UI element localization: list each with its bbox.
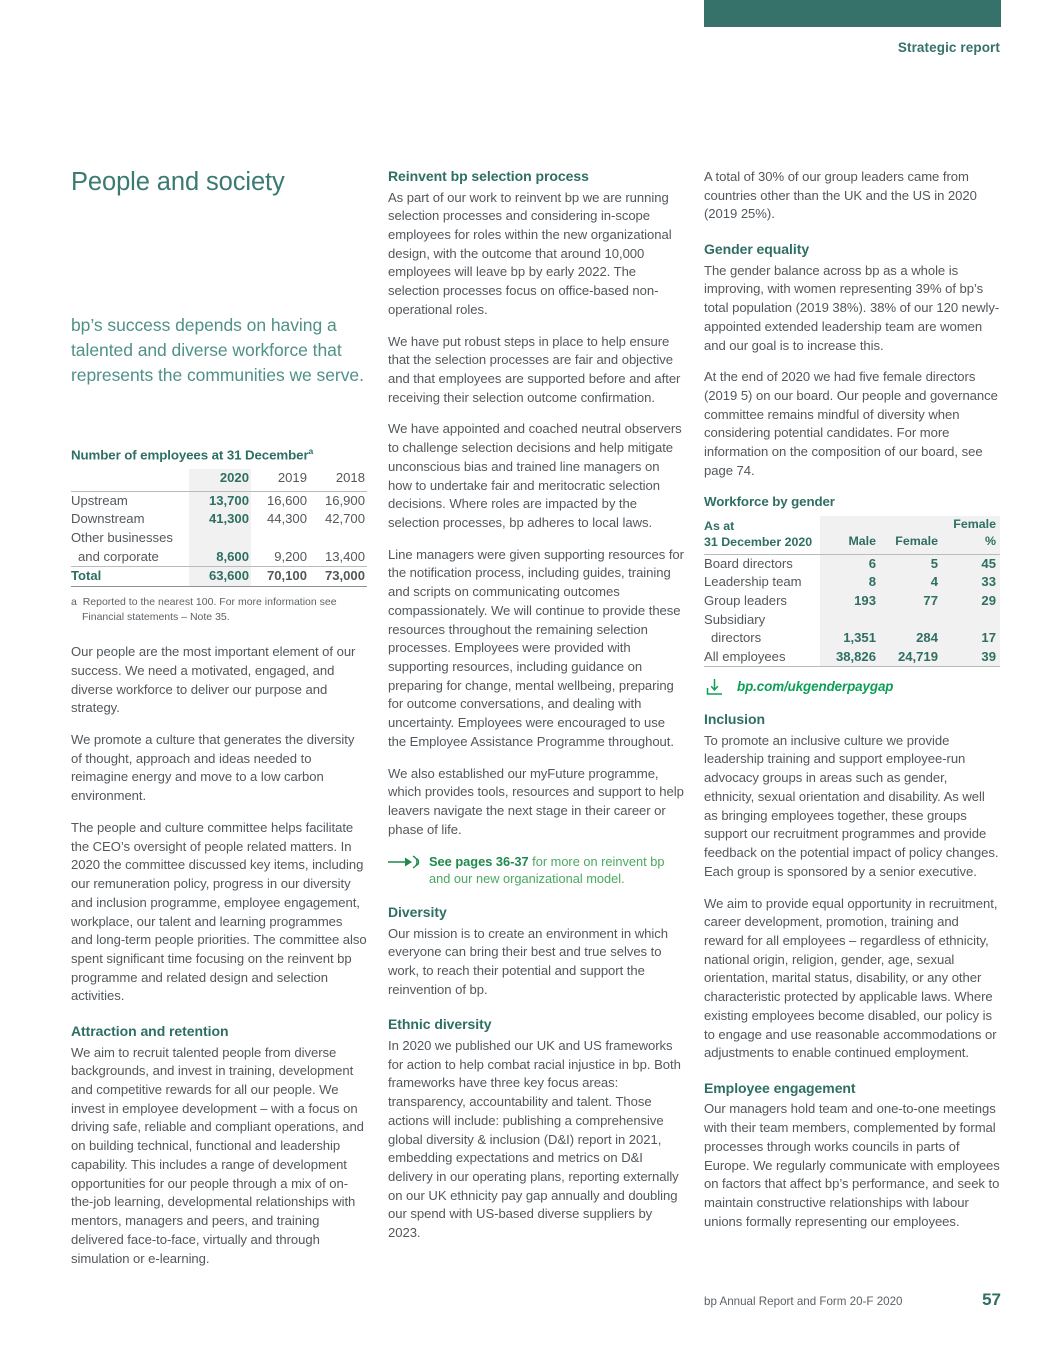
row-value-2020: 13,700 bbox=[189, 491, 251, 510]
gender-table bbox=[704, 516, 1000, 668]
employees-table-title bbox=[71, 446, 367, 462]
header-2018: 2018 bbox=[335, 470, 365, 486]
footnote-mark: a bbox=[71, 595, 77, 608]
diversity-body: Our mission is to create an environment in which everyone can bring their best and true selves to work, to reach their potential and support the reinvention of bp. bbox=[388, 925, 668, 997]
row-label: Group leaders bbox=[704, 592, 787, 608]
row-spacer-2018 bbox=[309, 529, 367, 548]
table-row bbox=[704, 611, 1000, 630]
row-spacer-female-pct bbox=[942, 611, 1000, 630]
ethnic-diversity-body: In 2020 we published our UK and US frameworks for action to help combat racial injustice in bp. Both frameworks have three key focus areas: transparency, accountability and talent. Those actions will include: publishing a comprehensive global diversity & inclusion (D&I) report in 2021, embedding expectations and metrics on D&I delivery in our operating plans, reporting externally on our UK ethnicity pay gap annually and doubling our spend with US-based diverse suppliers by 2023. bbox=[388, 1037, 681, 1241]
total-value-2019: 70,100 bbox=[251, 567, 309, 587]
reinvent-heading: Reinvent bp selection process bbox=[388, 168, 589, 184]
reinvent-paragraph-4: Line managers were given supporting resources for the notification process, including guides, training and scripts on communicating outcomes compassionately. We will continue to provide these resources throughout the remaining selection processes. Employees were provided with supporting resources, including guidance on preparing for change, mental wellbeing, preparing for outcome conversations, and dealing with uncertainty. Employees were encouraged to use the Employee Assistance Programme throughout. bbox=[388, 546, 684, 749]
gender-equality-paragraph-1: The gender balance across bp as a whole is improving, with women representing 39% of bp’s total population (2019 38%). 38% of our 120 newly-appointed extended leadership team are women and our goal is to increase this. bbox=[704, 262, 1000, 353]
header-female-pct-line1: Female bbox=[953, 516, 996, 531]
gender-table-block bbox=[704, 494, 1000, 668]
row-label-line1: Other businesses bbox=[71, 530, 173, 545]
download-icon bbox=[705, 678, 727, 698]
row-female: 24,719 bbox=[880, 648, 942, 667]
middle-column bbox=[388, 168, 684, 1243]
header-2020: 2020 bbox=[189, 469, 251, 491]
total-value-2018: 73,000 bbox=[309, 567, 367, 587]
cross-reference-rest-text: for more on reinvent bp and our new organizational model. bbox=[429, 853, 665, 886]
row-label: All employees bbox=[704, 648, 820, 667]
row-spacer-female bbox=[880, 611, 942, 630]
cross-reference-link[interactable] bbox=[388, 853, 684, 888]
row-value-2020: 41,300 bbox=[189, 510, 251, 529]
table-row bbox=[704, 629, 1000, 648]
row-label: Downstream bbox=[71, 511, 145, 527]
ethnic-diversity-heading: Ethnic diversity bbox=[388, 1016, 492, 1033]
total-label: Total bbox=[71, 567, 189, 587]
employees-table-title-text: Number of employees at 31 December bbox=[71, 447, 309, 463]
employee-engagement-heading: Employee engagement bbox=[704, 1079, 856, 1096]
inclusion-paragraph-2: We aim to provide equal opportunity in recruitment, career development, promotion, training and reward for all employees – regardless of ethnicity, national origin, religion, gender, age, sexual orientation, marital status, disability, or any other characteristic protected by applicable laws. Where existing employees become disabled, our policy is to engage and use reasonable accommodations or adjustments to enable continued employment. bbox=[704, 895, 998, 1061]
header-as-at bbox=[704, 516, 820, 555]
header-male: Male bbox=[820, 516, 880, 555]
attraction-body: We aim to recruit talented people from diverse backgrounds, and invest in training, development and competitive rewards for all our people. We invest in employee development – with a focus on driving safe, reliable and compliant operations, and on building technical, functional and leadership capability. This includes a range of development opportunities for our people through a mix of on-the-job learning, developmental relationships with mentors, managers and peers, and training delivered face-to-face, virtually and through simulation or e-learning. bbox=[71, 1044, 364, 1266]
gender-equality-heading: Gender equality bbox=[704, 241, 810, 258]
row-value-2018: 16,900 bbox=[309, 491, 367, 510]
row-female: 77 bbox=[880, 592, 942, 611]
table-header-row bbox=[71, 469, 367, 491]
row-label: Leadership team bbox=[704, 574, 802, 590]
header-female-pct bbox=[942, 516, 1000, 555]
row-value-2019: 44,300 bbox=[266, 511, 307, 527]
row-male: 6 bbox=[820, 554, 880, 573]
standfirst-text: bp’s success depends on having a talented and diverse workforce that represents the communities we serve. bbox=[71, 315, 364, 385]
employees-table-footnote bbox=[71, 595, 367, 625]
header-blank bbox=[71, 469, 189, 491]
gender-pay-gap-link[interactable] bbox=[704, 679, 1000, 694]
page-number: 57 bbox=[982, 1290, 1001, 1309]
arrow-right-icon bbox=[388, 854, 424, 870]
table-row bbox=[71, 510, 367, 529]
gender-table-title: Workforce by gender bbox=[704, 493, 835, 509]
attraction-heading: Attraction and retention bbox=[71, 1023, 229, 1040]
employee-engagement-body: Our managers hold team and one-to-one meetings with their team members, complemented by formal processes through works councils in parts of Europe. We regularly communicate with employees on factors that affect bp’s performance, and seek to maintain constructive relationships with labour unions formally representing our employees. bbox=[704, 1101, 1000, 1229]
row-value-2018: 42,700 bbox=[324, 511, 365, 527]
header-accent-bar bbox=[704, 0, 1001, 27]
left-column bbox=[71, 168, 367, 1268]
footnote-line1: Reported to the nearest 100. For more information see bbox=[82, 595, 337, 608]
gender-pay-gap-link-text: bp.com/ukgenderpaygap bbox=[737, 679, 894, 695]
gender-equality-paragraph-2: At the end of 2020 we had five female directors (2019 5) on our board. Our people and governance committee remains mindful of diversity when considering potential candidates. For more information on the composition of our board, see page 74. bbox=[704, 369, 998, 478]
table-header-row bbox=[704, 516, 1000, 555]
header-section-label: Strategic report bbox=[897, 40, 1000, 55]
row-value-2019: 9,200 bbox=[274, 548, 307, 564]
row-label: Upstream bbox=[71, 491, 189, 510]
row-female: 284 bbox=[880, 629, 942, 648]
header-as-at-line1: As at bbox=[704, 519, 735, 534]
table-row bbox=[71, 529, 367, 548]
left-paragraph-1: Our people are the most important element of our success. We need a motivated, engaged, and diverse workforce to deliver our purpose and strategy. bbox=[71, 644, 356, 716]
row-spacer-2019 bbox=[251, 529, 309, 548]
table-total-row bbox=[71, 567, 367, 587]
left-paragraph-3: The people and culture committee helps facilitate the CEO’s oversight of people related matters. In 2020 the committee discussed key items, including our remuneration policy, progress in our diversity and inclusion programme, employee engagement, workplace, our talent and learning programmes and long-term people priorities. The committee also spent significant time focusing on the reinvent bp programme and related design and selection activities. bbox=[71, 819, 367, 1004]
row-female-pct: 39 bbox=[942, 648, 1000, 667]
header-female: Female bbox=[880, 516, 942, 555]
left-paragraph-2: We promote a culture that generates the diversity of thought, approach and ideas needed to reimagine energy and move to a low carbon environment. bbox=[71, 732, 355, 804]
total-value-2020: 63,600 bbox=[189, 567, 251, 587]
row-label-line2: and corporate bbox=[78, 548, 159, 564]
row-value-2018: 13,400 bbox=[324, 548, 365, 564]
header-2019: 2019 bbox=[277, 470, 307, 486]
row-spacer-2020 bbox=[189, 529, 251, 548]
footer-text: bp Annual Report and Form 20-F 2020 bbox=[704, 1295, 903, 1308]
table-row bbox=[71, 491, 367, 510]
row-label: Board directors bbox=[704, 554, 820, 573]
right-intro-paragraph: A total of 30% of our group leaders came from countries other than the UK and the US in 2020 (2019 25%). bbox=[704, 169, 977, 222]
row-female-pct: 33 bbox=[942, 573, 1000, 592]
table-row bbox=[704, 554, 1000, 573]
row-label-line1: Subsidiary bbox=[704, 611, 766, 627]
reinvent-paragraph-5: We also established our myFuture programme, which provides tools, resources and support to help leavers navigate the next stage in their career or phase of life. bbox=[388, 765, 684, 837]
row-value-2019: 16,600 bbox=[251, 491, 309, 510]
row-male: 1,351 bbox=[820, 629, 880, 648]
row-female: 5 bbox=[880, 554, 942, 573]
row-female: 4 bbox=[880, 573, 942, 592]
employees-table-block bbox=[71, 446, 367, 625]
row-male: 38,826 bbox=[820, 648, 880, 667]
table-row bbox=[71, 548, 367, 567]
employees-table-footnote-mark: a bbox=[308, 445, 314, 456]
reinvent-paragraph-3: We have appointed and coached neutral observers to challenge selection decisions and help mitigate unconscious bias and trained line managers on how to undertake fair and meritocratic selection decisions. Where roles are impacted by the selection processes, bp adheres to local laws. bbox=[388, 421, 682, 530]
footnote-line2: Financial statements – Note 35. bbox=[82, 610, 230, 623]
row-male: 193 bbox=[820, 592, 880, 611]
inclusion-heading: Inclusion bbox=[704, 711, 765, 728]
employees-table bbox=[71, 469, 367, 586]
reinvent-paragraph-1: As part of our work to reinvent bp we are running selection processes and considering in-scope employees for roles within the new organizational design, with the outcome that around 10,000 employees will leave bp by early 2022. The selection processes focus on office-based non-operational roles. bbox=[388, 189, 672, 317]
reinvent-paragraph-2: We have put robust steps in place to help ensure that the selection processes are fair and objective and that employees are supported before and after receiving their selection outcome confirmation. bbox=[388, 333, 681, 405]
row-label-line2: directors bbox=[711, 630, 762, 646]
inclusion-paragraph-1: To promote an inclusive culture we provide leadership training and support employee-run advocacy groups in areas such as gender, ethnicity, sexual orientation and disability. As well as bringing employees together, these groups support our recruitment programmes and provide feedback on the potential impact of policy changes. Each group is sponsored by a senior executive. bbox=[704, 732, 999, 879]
row-female-pct: 29 bbox=[942, 592, 1000, 611]
row-female-pct: 45 bbox=[942, 554, 1000, 573]
row-spacer-male bbox=[820, 611, 880, 630]
header-female-pct-line2: % bbox=[984, 534, 996, 549]
page-footer bbox=[704, 1290, 1001, 1309]
page-title: People and society bbox=[71, 168, 285, 196]
header-as-at-line2: 31 December 2020 bbox=[704, 535, 813, 550]
table-row bbox=[704, 573, 1000, 592]
row-male: 8 bbox=[820, 573, 880, 592]
diversity-heading: Diversity bbox=[388, 904, 447, 921]
table-row bbox=[704, 592, 1000, 611]
row-female-pct: 17 bbox=[942, 629, 1000, 648]
cross-reference-bold-text: See pages 36-37 bbox=[429, 853, 529, 869]
row-value-2020: 8,600 bbox=[189, 548, 251, 567]
right-column bbox=[704, 168, 1000, 1232]
table-row bbox=[704, 648, 1000, 667]
